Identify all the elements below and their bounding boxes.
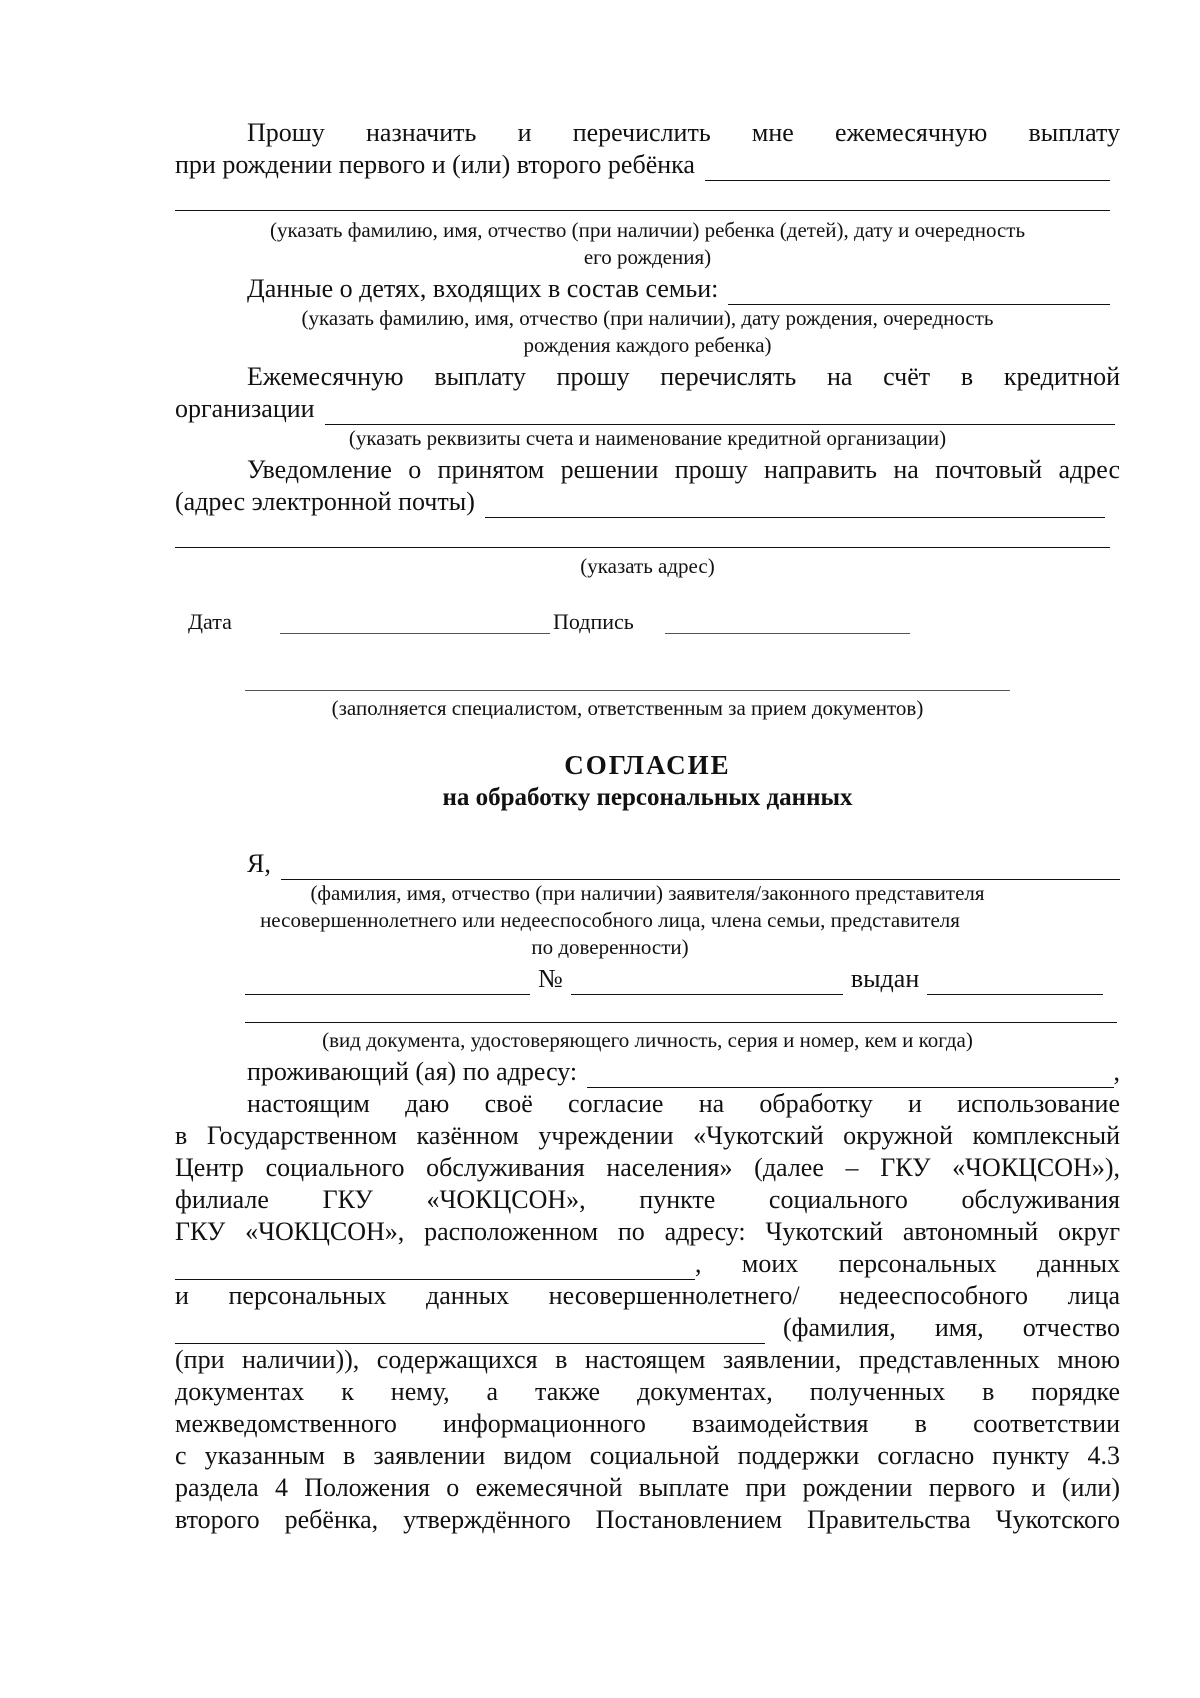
notify-line-2-text: (адрес электронной почты) <box>175 487 475 516</box>
address-field-line-2[interactable] <box>175 547 1110 548</box>
bank-details-field[interactable] <box>325 400 1115 425</box>
consent-body-line-7: и персональных данных несовершеннолетнего/ недееспособного лица <box>175 1281 1120 1310</box>
consent-body-line-1: настоящим даю своё согласие на обработку и использование <box>247 1089 1120 1118</box>
address-field[interactable] <box>485 493 1105 518</box>
consent-body-line-8 <box>175 1312 1120 1344</box>
residing-comma: , <box>1113 1057 1120 1086</box>
note-person-2: несовершеннолетнего или недееспособного лица, члена семьи, представителя <box>260 908 960 932</box>
consent-body-line-4: филиале ГКУ «ЧОКЦСОН», пункте социального обслуживания <box>175 1185 1120 1214</box>
consent-body-line-8-text: (фамилия, имя, отчество <box>783 1313 1120 1342</box>
notify-line-1: Уведомление о принятом решении прошу направить на почтовый адрес <box>247 455 1120 484</box>
issued-by-field[interactable] <box>927 970 1103 995</box>
note-child-2: его рождения) <box>583 245 712 269</box>
number-sign: № <box>538 964 563 993</box>
family-line <box>247 273 1110 305</box>
note-family-1: (указать фамилию, имя, отчество (при наличии), дату рождения, очередность <box>301 306 994 330</box>
consent-body-line-9: (при наличии)), содержащихся в настоящем заявлении, представленных мною <box>175 1345 1120 1374</box>
document-field-line-2[interactable] <box>245 1022 1117 1023</box>
note-document: (вид документа, удостоверяющего личность, серия и номер, кем и когда) <box>322 1028 973 1052</box>
note-address: (указать адрес) <box>580 554 715 578</box>
child-name-field-line-2[interactable] <box>175 210 1110 211</box>
note-family-2: рождения каждого ребенка) <box>523 333 772 357</box>
payment-line-2 <box>175 393 1115 425</box>
note-child-1: (указать фамилию, имя, отчество (при наличии) ребенка (детей), дату и очередность <box>269 218 1026 242</box>
consent-body-line-3: Центр социального обслуживания населения» (далее – ГКУ «ЧОКЦСОН»), <box>175 1153 1120 1182</box>
child-name-field[interactable] <box>705 156 1110 181</box>
i-label: Я, <box>247 849 271 878</box>
consent-body-line-6 <box>175 1248 1120 1280</box>
family-children-field[interactable] <box>728 280 1110 305</box>
consent-body-line-14: второго ребёнка, утверждённого Постановлением Правительства Чукотского <box>175 1505 1120 1534</box>
residing-label: проживающий (ая) по адресу: <box>247 1057 578 1086</box>
note-specialist: (заполняется специалистом, ответственным за прием документов) <box>331 696 924 720</box>
consent-title: СОГЛАСИЕ <box>564 750 731 780</box>
residing-line <box>247 1056 1120 1088</box>
residence-address-field[interactable] <box>587 1063 1113 1088</box>
consent-i-line <box>247 848 1120 880</box>
payment-line-1: Ежемесячную выплату прошу перечислять на счёт в кредитной <box>247 362 1120 391</box>
note-person-1: (фамилия, имя, отчество (при наличии) заявителя/законного представителя <box>310 881 985 905</box>
payment-line-2-text: организации <box>175 394 315 423</box>
consent-body-line-10: документах к нему, а также документах, полученных в порядке <box>175 1377 1120 1406</box>
family-label: Данные о детях, входящих в состав семьи: <box>247 274 719 303</box>
signature-label: Подпись <box>553 609 634 634</box>
dependent-name-field[interactable] <box>175 1319 765 1344</box>
document-type-field[interactable] <box>245 970 530 995</box>
date-label: Дата <box>188 609 232 634</box>
consent-body-line-5: ГКУ «ЧОКЦСОН», расположенном по адресу: Чукотский автономный округ <box>175 1217 1120 1246</box>
consent-body-line-13: раздела 4 Положения о ежемесячной выплате при рождении первого и (или) <box>175 1473 1120 1502</box>
region-address-field[interactable] <box>175 1255 695 1280</box>
note-person-3: по доверенности) <box>531 935 689 959</box>
note-bank: (указать реквизиты счета и наименование кредитной организации) <box>348 426 947 450</box>
application-line-1: Прошу назначить и перечислить мне ежемесячную выплату <box>247 118 1120 147</box>
signature-field[interactable] <box>665 633 910 634</box>
document-number-field[interactable] <box>571 970 843 995</box>
notify-line-2 <box>175 486 1105 518</box>
application-line-2 <box>175 149 1110 181</box>
applicant-name-field[interactable] <box>281 855 1120 880</box>
consent-body-line-6-text: , моих персональных данных <box>695 1249 1120 1278</box>
document-line <box>245 963 1103 995</box>
consent-subtitle: на обработку персональных данных <box>442 784 853 811</box>
consent-body-line-12: с указанным в заявлении видом социальной поддержки согласно пункту 4.3 <box>175 1441 1120 1470</box>
consent-body-line-2: в Государственном казённом учреждении «Чукотский окружной комплексный <box>175 1121 1120 1150</box>
date-field[interactable] <box>280 633 550 634</box>
application-line-2-text: при рождении первого и (или) второго ребёнка <box>175 150 695 179</box>
consent-body-line-11: межведомственного информационного взаимодействия в соответствии <box>175 1409 1120 1438</box>
specialist-field[interactable] <box>245 690 1010 691</box>
issued-label: выдан <box>850 964 920 993</box>
